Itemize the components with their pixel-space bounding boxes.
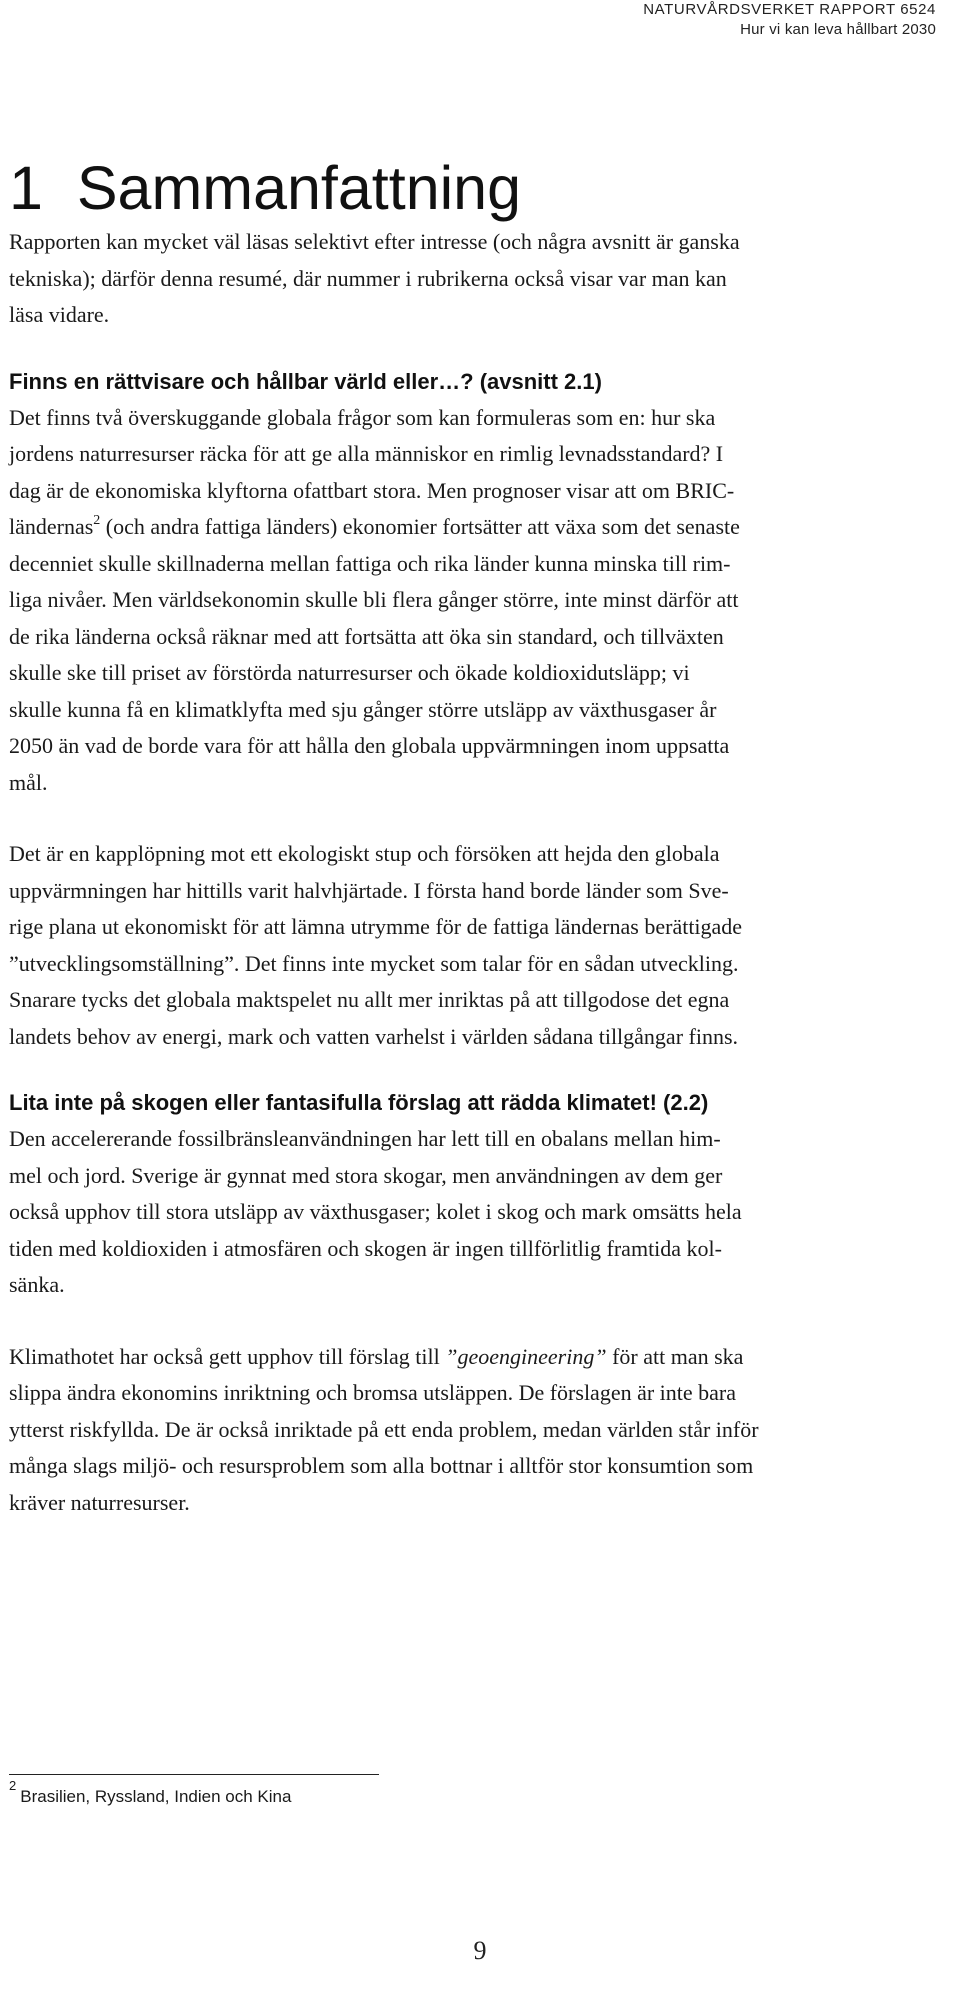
text-line: ”utvecklingsomställning”. Det finns inte mycket som talar för en sådan utveckling. [9,950,739,976]
chapter-title [9,153,521,223]
footnote-text: Brasilien, Ryssland, Indien och Kina [20,1787,292,1806]
footnote-divider [9,1774,379,1775]
text-line: Det finns två överskuggande globala frågor som kan formuleras som en: hur ska [9,404,716,430]
chapter-title-text: Sammanfattning [76,154,522,222]
text-line: ytterst riskfyllda. De är också inriktade på ett enda problem, medan världen står inför [9,1416,759,1442]
text-line: mel och jord. Sverige är gynnat med stora skogar, men användningen av dem ger [9,1162,723,1188]
footnote [9,1778,292,1806]
paragraph [9,836,957,1055]
paragraph [9,1339,957,1522]
header-report-title: Hur vi kan leva hållbart 2030 [740,21,936,38]
text-fragment: ländernas [9,514,94,539]
text-line: slippa ändra ekonomins inriktning och bromsa utsläppen. De förslagen är inte bara [9,1380,737,1405]
text-line: jordens naturresurser räcka för att ge alla människor en rimlig levnadsstandard? I [9,441,724,466]
text-line: mål. [9,769,48,795]
text-line: Det är en kapplöpning mot ett ekologiskt stup och försöken att hejda den globala [9,841,720,866]
text-line: Den accelererande fossilbränsleanvändningen har lett till en obalans mellan him- [9,1126,721,1151]
emphasized-term: ”geoengineering” [445,1343,607,1369]
text-line: läsa vidare. [9,302,110,327]
text-line: rige plana ut ekonomiskt för att lämna utrymme för de fattiga ländernas berättigade [9,914,743,939]
page-number: 9 [473,1936,487,1965]
text-line: landets behov av energi, mark och vatten varhelst i världen sådana tillgångar finns. [9,1023,739,1049]
chapter-number: 1 [9,154,43,222]
text-line: liga nivåer. Men världsekonomin skulle bli flera gånger större, inte minst därför att [9,587,739,612]
text-line [9,1339,957,1376]
text-line: skulle ske till priset av förstörda naturresurser och ökade koldioxidutsläpp; vi [9,660,690,685]
text-line: dag är de ekonomiska klyftorna ofattbart stora. Men prognoser visar att om BRIC- [9,477,735,503]
text-line: Snarare tycks det globala maktspelet nu allt mer inriktas på att tillgodose det egna [9,987,730,1012]
section-heading-fair-world: Finns en rättvisare och hållbar värld eller…? (avsnitt 2.1) [9,368,602,394]
text-line: 2050 än vad de borde vara för att hålla den globala uppvärmningen inom uppsatta [9,733,730,758]
footnote-reference[interactable]: 2 [93,513,101,528]
section-heading-forest-climate: Lita inte på skogen eller fantasifulla förslag att rädda klimatet! (2.2) [9,1090,709,1115]
intro-paragraph [9,224,957,334]
running-header [643,0,936,40]
text-line: tiden med koldioxiden i atmosfären och skogen är ingen tillförlitlig framtida kol- [9,1235,722,1261]
text-fragment: för att man ska [606,1343,744,1369]
text-line: kräver naturresurser. [9,1489,190,1515]
text-line: skulle kunna få en klimatklyfta med sju gånger större utsläpp av växthusgaser år [9,696,717,722]
footnote-marker: 2 [9,1778,17,1793]
text-line: många slags miljö- och resursproblem som alla bottnar i alltför stor konsumtion som [9,1453,754,1478]
text-line [9,509,957,546]
paragraph [9,1121,957,1304]
text-line: de rika länderna också räknar med att fortsätta att öka sin standard, och tillväxten [9,623,724,649]
paragraph [9,400,957,802]
text-fragment: Klimathotet har också gett upphov till förslag till [9,1343,446,1369]
text-line: sänka. [9,1272,65,1297]
text-line: Rapporten kan mycket väl läsas selektivt efter intresse (och några avsnitt är ganska [9,229,740,254]
header-report-id: NATURVÅRDSVERKET RAPPORT 6524 [643,1,936,18]
text-line: tekniska); därför denna resumé, där nummer i rubrikerna också visar var man kan [9,265,727,291]
text-fragment: (och andra fattiga länders) ekonomier fortsätter att växa som det senaste [100,514,740,539]
main-content [9,224,957,1521]
text-line: decenniet skulle skillnaderna mellan fattiga och rika länder kunna minska till rim- [9,550,731,576]
text-line: uppvärmningen har hittills varit halvhjärtade. I första hand borde länder som Sve- [9,877,729,903]
text-line: också upphov till stora utsläpp av växthusgaser; kolet i skog och mark omsätts hela [9,1199,742,1224]
